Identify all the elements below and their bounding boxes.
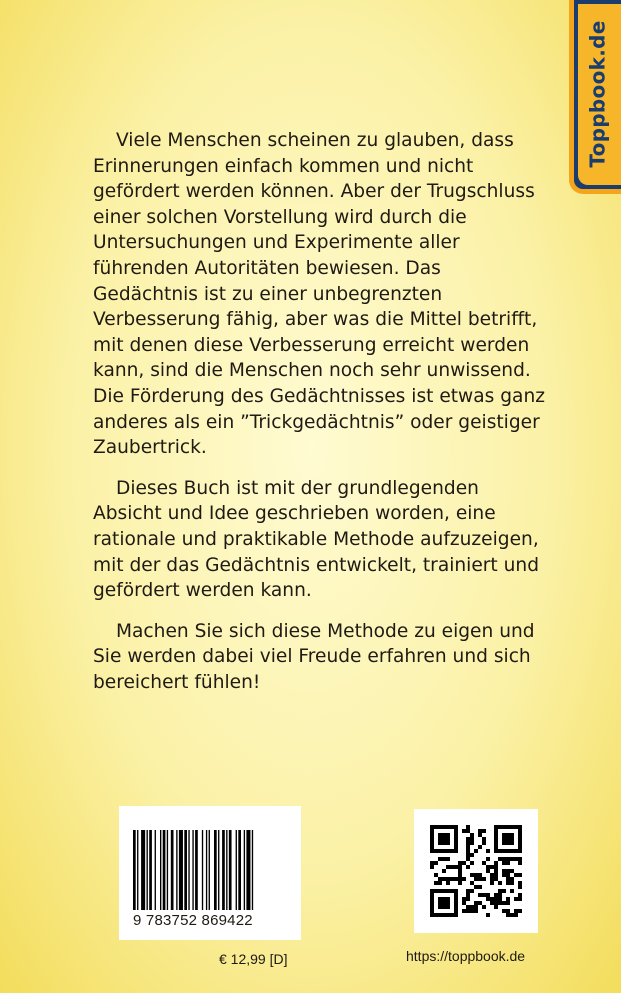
- blurb-paragraph-2: Dieses Buch ist mit der grundlegenden Absicht und Idee geschrieben worden, eine rationale und praktikable Methode aufzuzeigen, mit der das Gedächtnis entwickelt, trainiert und gefördert werden kann.: [93, 477, 539, 602]
- blurb-paragraph-1: Viele Menschen scheinen zu glauben, dass Erinnerungen einfach kommen und nicht gefördert werden können. Aber der Trugschluss einer solchen Vorstellung wird durch die Untersuchungen und Experimente aller führenden Autoritäten bewiesen. Das Gedächtnis ist zu einer unbegrenzten Verbesserung fähig, aber was die Mittel betrifft, mit denen diese Verbesserung erreicht werden kann, sind die Menschen noch sehr unwissend. Die Förderung des Gedächtnisses ist etwas ganz anderes als ein ”Trickgedächtnis” oder geistiger Zaubertrick.: [93, 130, 545, 459]
- blurb-paragraph-3: Machen Sie sich diese Methode zu eigen und Sie werden dabei viel Freude erfahren und sich bereichert fühlen!: [93, 620, 535, 693]
- publisher-logo-tab: [569, 0, 621, 194]
- isbn-number: 9 783752 869422: [133, 912, 253, 929]
- barcode-icon: [133, 830, 289, 910]
- back-cover-blurb: [93, 128, 548, 710]
- price-label: € 12,99 [D]: [219, 951, 288, 967]
- publisher-logo-text: Toppbook.de: [585, 19, 610, 168]
- qr-code[interactable]: [414, 809, 538, 933]
- qr-code-icon: [430, 825, 522, 917]
- isbn-barcode: [119, 806, 301, 940]
- website-url[interactable]: https://toppbook.de: [406, 948, 526, 964]
